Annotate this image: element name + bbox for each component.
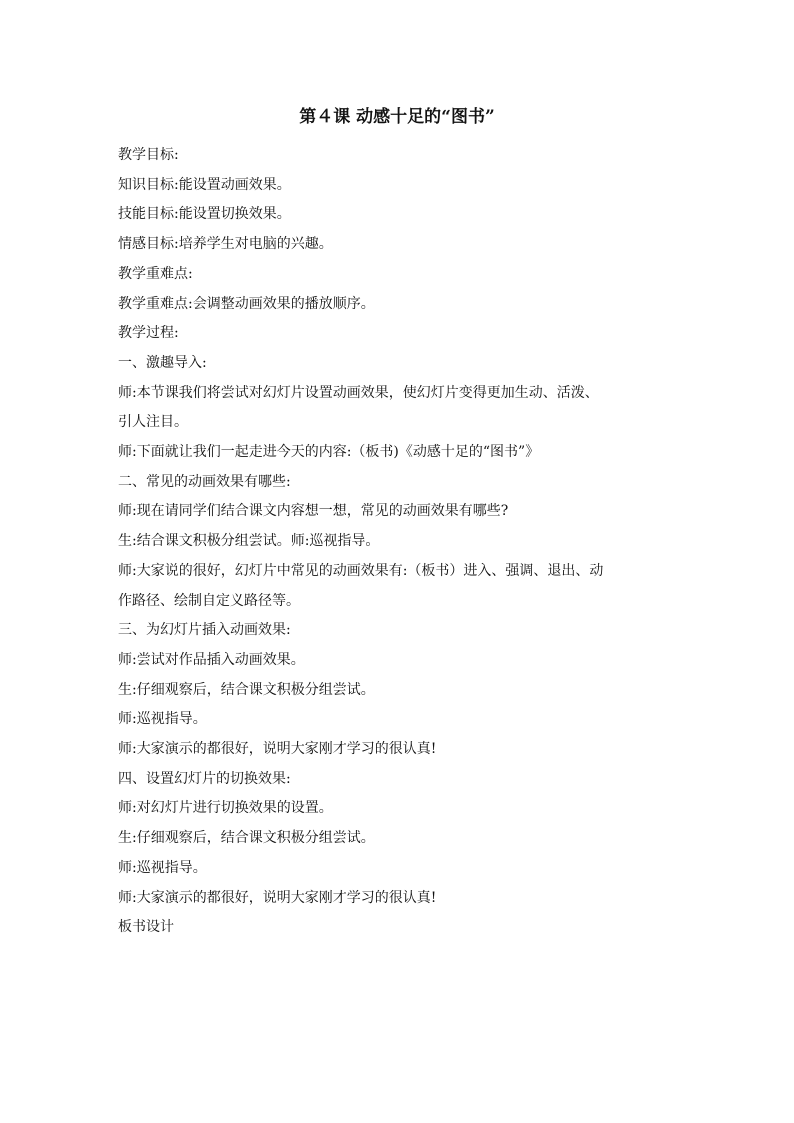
text-line: 师:下面就让我们一起走进今天的内容:（板书)《动感十足的“图书”》 [118,444,540,461]
text-line: 生:结合课文积极分组尝试。师:巡视指导。 [118,533,380,550]
text-line: 教学目标: [118,147,179,163]
text-line: 教学重难点:会调整动画效果的播放顺序。 [118,295,375,312]
text-line: 师:大家说的很好，幻灯片中常见的动画效果有:（板书）进入、强调、退出、动 [118,562,604,579]
text-line: 教学重难点: [118,265,193,282]
text-line: 生:仔细观察后，结合课文积极分组尝试。 [118,830,375,847]
text-line: 师:现在请同学们结合课文内容想一想，常见的动画效果有哪些? [118,503,509,520]
text-line: 师:对幻灯片进行切换效果的设置。 [118,800,333,817]
text-line: 引人注目。 [118,414,188,431]
lesson-title: 第４课 动感十足的“图书” [299,107,495,127]
text-line: 技能目标:能设置切换效果。 [118,206,291,223]
text-line: 师:本节课我们将尝试对幻灯片设置动画效果，使幻灯片变得更加生动、活泼、 [118,384,599,401]
text-line: 作路径、绘制自定义路径等。 [118,592,300,609]
text-line: 板书设计 [118,919,174,936]
text-line: 情感目标:培养学生对电脑的兴趣。 [118,236,333,253]
text-line: 师:大家演示的都很好，说明大家刚才学习的很认真! [118,889,437,906]
text-line: 师:尝试对作品插入动画效果。 [118,651,305,668]
text-line: 教学过程: [118,325,179,342]
text-line: 一、激趣导入: [118,354,207,371]
text-line: 二、常见的动画效果有哪些: [118,473,291,490]
text-line: 知识目标:能设置动画效果。 [118,176,291,193]
text-line: 师:大家演示的都很好，说明大家刚才学习的很认真! [118,741,437,758]
lesson-body [118,141,680,943]
text-line: 四、设置幻灯片的切换效果: [118,770,291,787]
text-line: 师:巡视指导。 [118,859,207,876]
text-line: 生:仔细观察后，结合课文积极分组尝试。 [118,681,375,698]
text-line: 师:巡视指导。 [118,711,207,728]
text-line: 三、为幻灯片插入动画效果: [118,622,291,639]
